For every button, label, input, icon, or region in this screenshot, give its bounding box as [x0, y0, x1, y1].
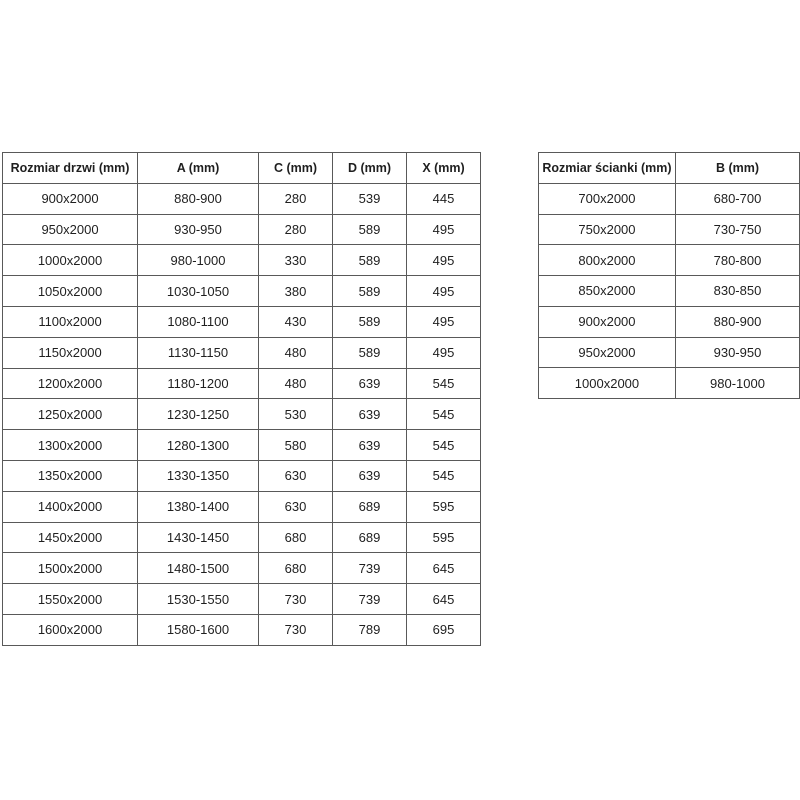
table-cell: 950x2000 [3, 214, 138, 245]
table-cell: 630 [259, 460, 333, 491]
table-cell: 545 [407, 430, 481, 461]
table-cell: 680-700 [675, 183, 799, 214]
table-cell: 430 [259, 306, 333, 337]
table-cell: 1580-1600 [138, 614, 259, 645]
table-cell: 700x2000 [539, 183, 676, 214]
table-cell: 1180-1200 [138, 368, 259, 399]
wall-panel-sizes-header-row [539, 153, 800, 184]
table-cell: 539 [333, 183, 407, 214]
table-cell: 639 [333, 399, 407, 430]
table-cell: 1400x2000 [3, 491, 138, 522]
table-cell: 280 [259, 183, 333, 214]
table-row [3, 614, 481, 645]
table-cell: 950x2000 [539, 337, 676, 368]
table-cell: 580 [259, 430, 333, 461]
table-cell: 639 [333, 460, 407, 491]
table-row [3, 553, 481, 584]
table-row [3, 368, 481, 399]
table-cell: 1130-1150 [138, 337, 259, 368]
table-cell: 495 [407, 214, 481, 245]
table-row [539, 214, 800, 245]
table-cell: 850x2000 [539, 276, 676, 307]
table-cell: 739 [333, 553, 407, 584]
table-cell: 589 [333, 337, 407, 368]
table-cell: 1530-1550 [138, 584, 259, 615]
table-cell: 595 [407, 522, 481, 553]
table-cell: 445 [407, 183, 481, 214]
table-cell: 1150x2000 [3, 337, 138, 368]
table-cell: 1450x2000 [3, 522, 138, 553]
table-cell: 780-800 [675, 245, 799, 276]
table-cell: 830-850 [675, 276, 799, 307]
table-cell: 1200x2000 [3, 368, 138, 399]
table-row [539, 245, 800, 276]
table-row [539, 306, 800, 337]
table-row [3, 245, 481, 276]
table-cell: 930-950 [675, 337, 799, 368]
table-cell: 545 [407, 460, 481, 491]
table-cell: 980-1000 [138, 245, 259, 276]
table-cell: 480 [259, 368, 333, 399]
table-row [3, 276, 481, 307]
wall-panel-sizes-table [538, 152, 800, 399]
table-cell: 639 [333, 368, 407, 399]
door-sizes-table [2, 152, 481, 646]
table-row [539, 368, 800, 399]
door-sizes-header-cell: Rozmiar drzwi (mm) [3, 153, 138, 184]
table-row [3, 214, 481, 245]
table-cell: 880-900 [138, 183, 259, 214]
table-cell: 1500x2000 [3, 553, 138, 584]
table-cell: 380 [259, 276, 333, 307]
table-cell: 1550x2000 [3, 584, 138, 615]
table-cell: 1600x2000 [3, 614, 138, 645]
door-sizes-header-cell: D (mm) [333, 153, 407, 184]
table-cell: 480 [259, 337, 333, 368]
table-cell: 1000x2000 [539, 368, 676, 399]
table-row [539, 183, 800, 214]
table-row [3, 399, 481, 430]
table-cell: 1350x2000 [3, 460, 138, 491]
table-cell: 800x2000 [539, 245, 676, 276]
table-cell: 930-950 [138, 214, 259, 245]
door-sizes-header-row [3, 153, 481, 184]
table-row [539, 337, 800, 368]
table-cell: 680 [259, 553, 333, 584]
table-cell: 1080-1100 [138, 306, 259, 337]
table-row [3, 337, 481, 368]
door-sizes-header-cell: A (mm) [138, 153, 259, 184]
table-row [3, 460, 481, 491]
table-cell: 1330-1350 [138, 460, 259, 491]
table-row [3, 306, 481, 337]
table-cell: 645 [407, 584, 481, 615]
door-sizes-header-cell: C (mm) [259, 153, 333, 184]
table-cell: 545 [407, 399, 481, 430]
table-cell: 1030-1050 [138, 276, 259, 307]
table-cell: 730 [259, 584, 333, 615]
table-cell: 495 [407, 337, 481, 368]
table-row [3, 584, 481, 615]
table-cell: 595 [407, 491, 481, 522]
table-cell: 1280-1300 [138, 430, 259, 461]
table-cell: 739 [333, 584, 407, 615]
table-cell: 1050x2000 [3, 276, 138, 307]
table-cell: 280 [259, 214, 333, 245]
table-cell: 1100x2000 [3, 306, 138, 337]
table-cell: 1430-1450 [138, 522, 259, 553]
table-cell: 880-900 [675, 306, 799, 337]
table-row [539, 276, 800, 307]
table-cell: 900x2000 [3, 183, 138, 214]
table-cell: 900x2000 [539, 306, 676, 337]
table-cell: 680 [259, 522, 333, 553]
table-row [3, 522, 481, 553]
table-row [3, 183, 481, 214]
table-cell: 589 [333, 276, 407, 307]
table-cell: 689 [333, 491, 407, 522]
table-cell: 639 [333, 430, 407, 461]
door-sizes-header-cell: X (mm) [407, 153, 481, 184]
table-cell: 1480-1500 [138, 553, 259, 584]
table-cell: 495 [407, 245, 481, 276]
wall-panel-sizes-header-cell: Rozmiar ścianki (mm) [539, 153, 676, 184]
table-cell: 1250x2000 [3, 399, 138, 430]
table-cell: 589 [333, 245, 407, 276]
table-cell: 589 [333, 214, 407, 245]
table-cell: 730 [259, 614, 333, 645]
table-row [3, 430, 481, 461]
table-cell: 495 [407, 276, 481, 307]
table-cell: 330 [259, 245, 333, 276]
table-cell: 789 [333, 614, 407, 645]
table-cell: 530 [259, 399, 333, 430]
table-cell: 750x2000 [539, 214, 676, 245]
table-cell: 1000x2000 [3, 245, 138, 276]
table-cell: 730-750 [675, 214, 799, 245]
table-cell: 980-1000 [675, 368, 799, 399]
table-cell: 545 [407, 368, 481, 399]
table-row [3, 491, 481, 522]
wall-panel-sizes-header-cell: B (mm) [675, 153, 799, 184]
table-cell: 495 [407, 306, 481, 337]
table-cell: 1230-1250 [138, 399, 259, 430]
table-cell: 630 [259, 491, 333, 522]
table-cell: 1300x2000 [3, 430, 138, 461]
table-cell: 645 [407, 553, 481, 584]
table-cell: 589 [333, 306, 407, 337]
table-cell: 695 [407, 614, 481, 645]
table-cell: 689 [333, 522, 407, 553]
table-cell: 1380-1400 [138, 491, 259, 522]
